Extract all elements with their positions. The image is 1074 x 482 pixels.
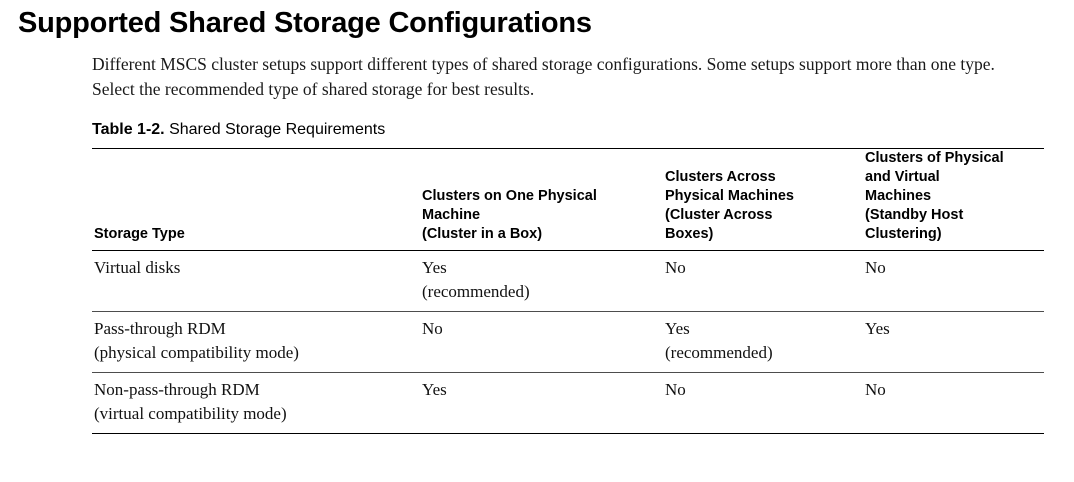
header-line: Physical Machines — [665, 188, 794, 204]
cell-line: Yes — [422, 380, 447, 399]
cell-cluster-in-a-box — [422, 312, 665, 373]
header-line: Clusters Across — [665, 169, 776, 185]
table-header-row — [92, 149, 1044, 251]
table-block — [92, 120, 1044, 434]
table-row — [92, 373, 1044, 434]
cell-line: No — [665, 380, 686, 399]
cell-line: Yes — [665, 319, 690, 338]
cell-standby-host-clustering — [865, 251, 1044, 312]
table-caption-label: Table 1-2. — [92, 121, 165, 138]
header-line: Clusters of Physical — [865, 150, 1004, 166]
table-row — [92, 251, 1044, 312]
cell-line: (physical compatibility mode) — [94, 343, 299, 362]
header-line: and Virtual — [865, 169, 940, 185]
header-line: Machine — [422, 207, 481, 223]
cell-line: Pass-through RDM — [94, 319, 226, 338]
cell-storage-type — [92, 312, 422, 373]
intro-paragraph: Different MSCS cluster setups support different types of shared storage configurations. Some setups support more than one type. Select the recommended type of shared storage for best results. — [92, 54, 995, 99]
cell-standby-host-clustering — [865, 373, 1044, 434]
cell-line: No — [422, 319, 443, 338]
cell-line: Non-pass-through RDM — [94, 380, 260, 399]
table-caption-text: Shared Storage Requirements — [169, 121, 386, 138]
table-row — [92, 312, 1044, 373]
table-body — [92, 251, 1044, 434]
header-line: Boxes) — [665, 226, 714, 242]
header-line: Clusters on One Physical — [422, 188, 597, 204]
cell-cluster-across-boxes — [665, 251, 865, 312]
cell-cluster-across-boxes — [665, 312, 865, 373]
shared-storage-requirements-table — [92, 148, 1044, 434]
page-title: Supported Shared Storage Configurations — [18, 7, 592, 39]
cell-line: Yes — [865, 319, 890, 338]
column-header-storage-type — [92, 149, 422, 251]
cell-cluster-in-a-box — [422, 373, 665, 434]
header-line: (Cluster Across — [665, 207, 773, 223]
document-page — [0, 6, 1074, 482]
cell-line: Yes — [422, 258, 447, 277]
cell-line: (recommended) — [422, 282, 530, 301]
cell-storage-type — [92, 251, 422, 312]
cell-standby-host-clustering — [865, 312, 1044, 373]
cell-line: No — [665, 258, 686, 277]
cell-line: No — [865, 380, 886, 399]
header-line: Machines — [865, 188, 932, 204]
column-header-cluster-across-boxes — [665, 149, 865, 251]
header-line: Storage Type — [94, 226, 185, 242]
cell-cluster-across-boxes — [665, 373, 865, 434]
table-caption — [92, 120, 1044, 140]
cell-line: (recommended) — [665, 343, 773, 362]
header-line: (Standby Host — [865, 207, 964, 223]
header-line: (Cluster in a Box) — [422, 226, 543, 242]
column-header-cluster-in-a-box — [422, 149, 665, 251]
column-header-standby-host-clustering — [865, 149, 1044, 251]
cell-cluster-in-a-box — [422, 251, 665, 312]
header-line: Clustering) — [865, 226, 942, 242]
table-header — [92, 149, 1044, 251]
cell-line: No — [865, 258, 886, 277]
cell-storage-type — [92, 373, 422, 434]
cell-line: Virtual disks — [94, 258, 181, 277]
cell-line: (virtual compatibility mode) — [94, 404, 287, 423]
